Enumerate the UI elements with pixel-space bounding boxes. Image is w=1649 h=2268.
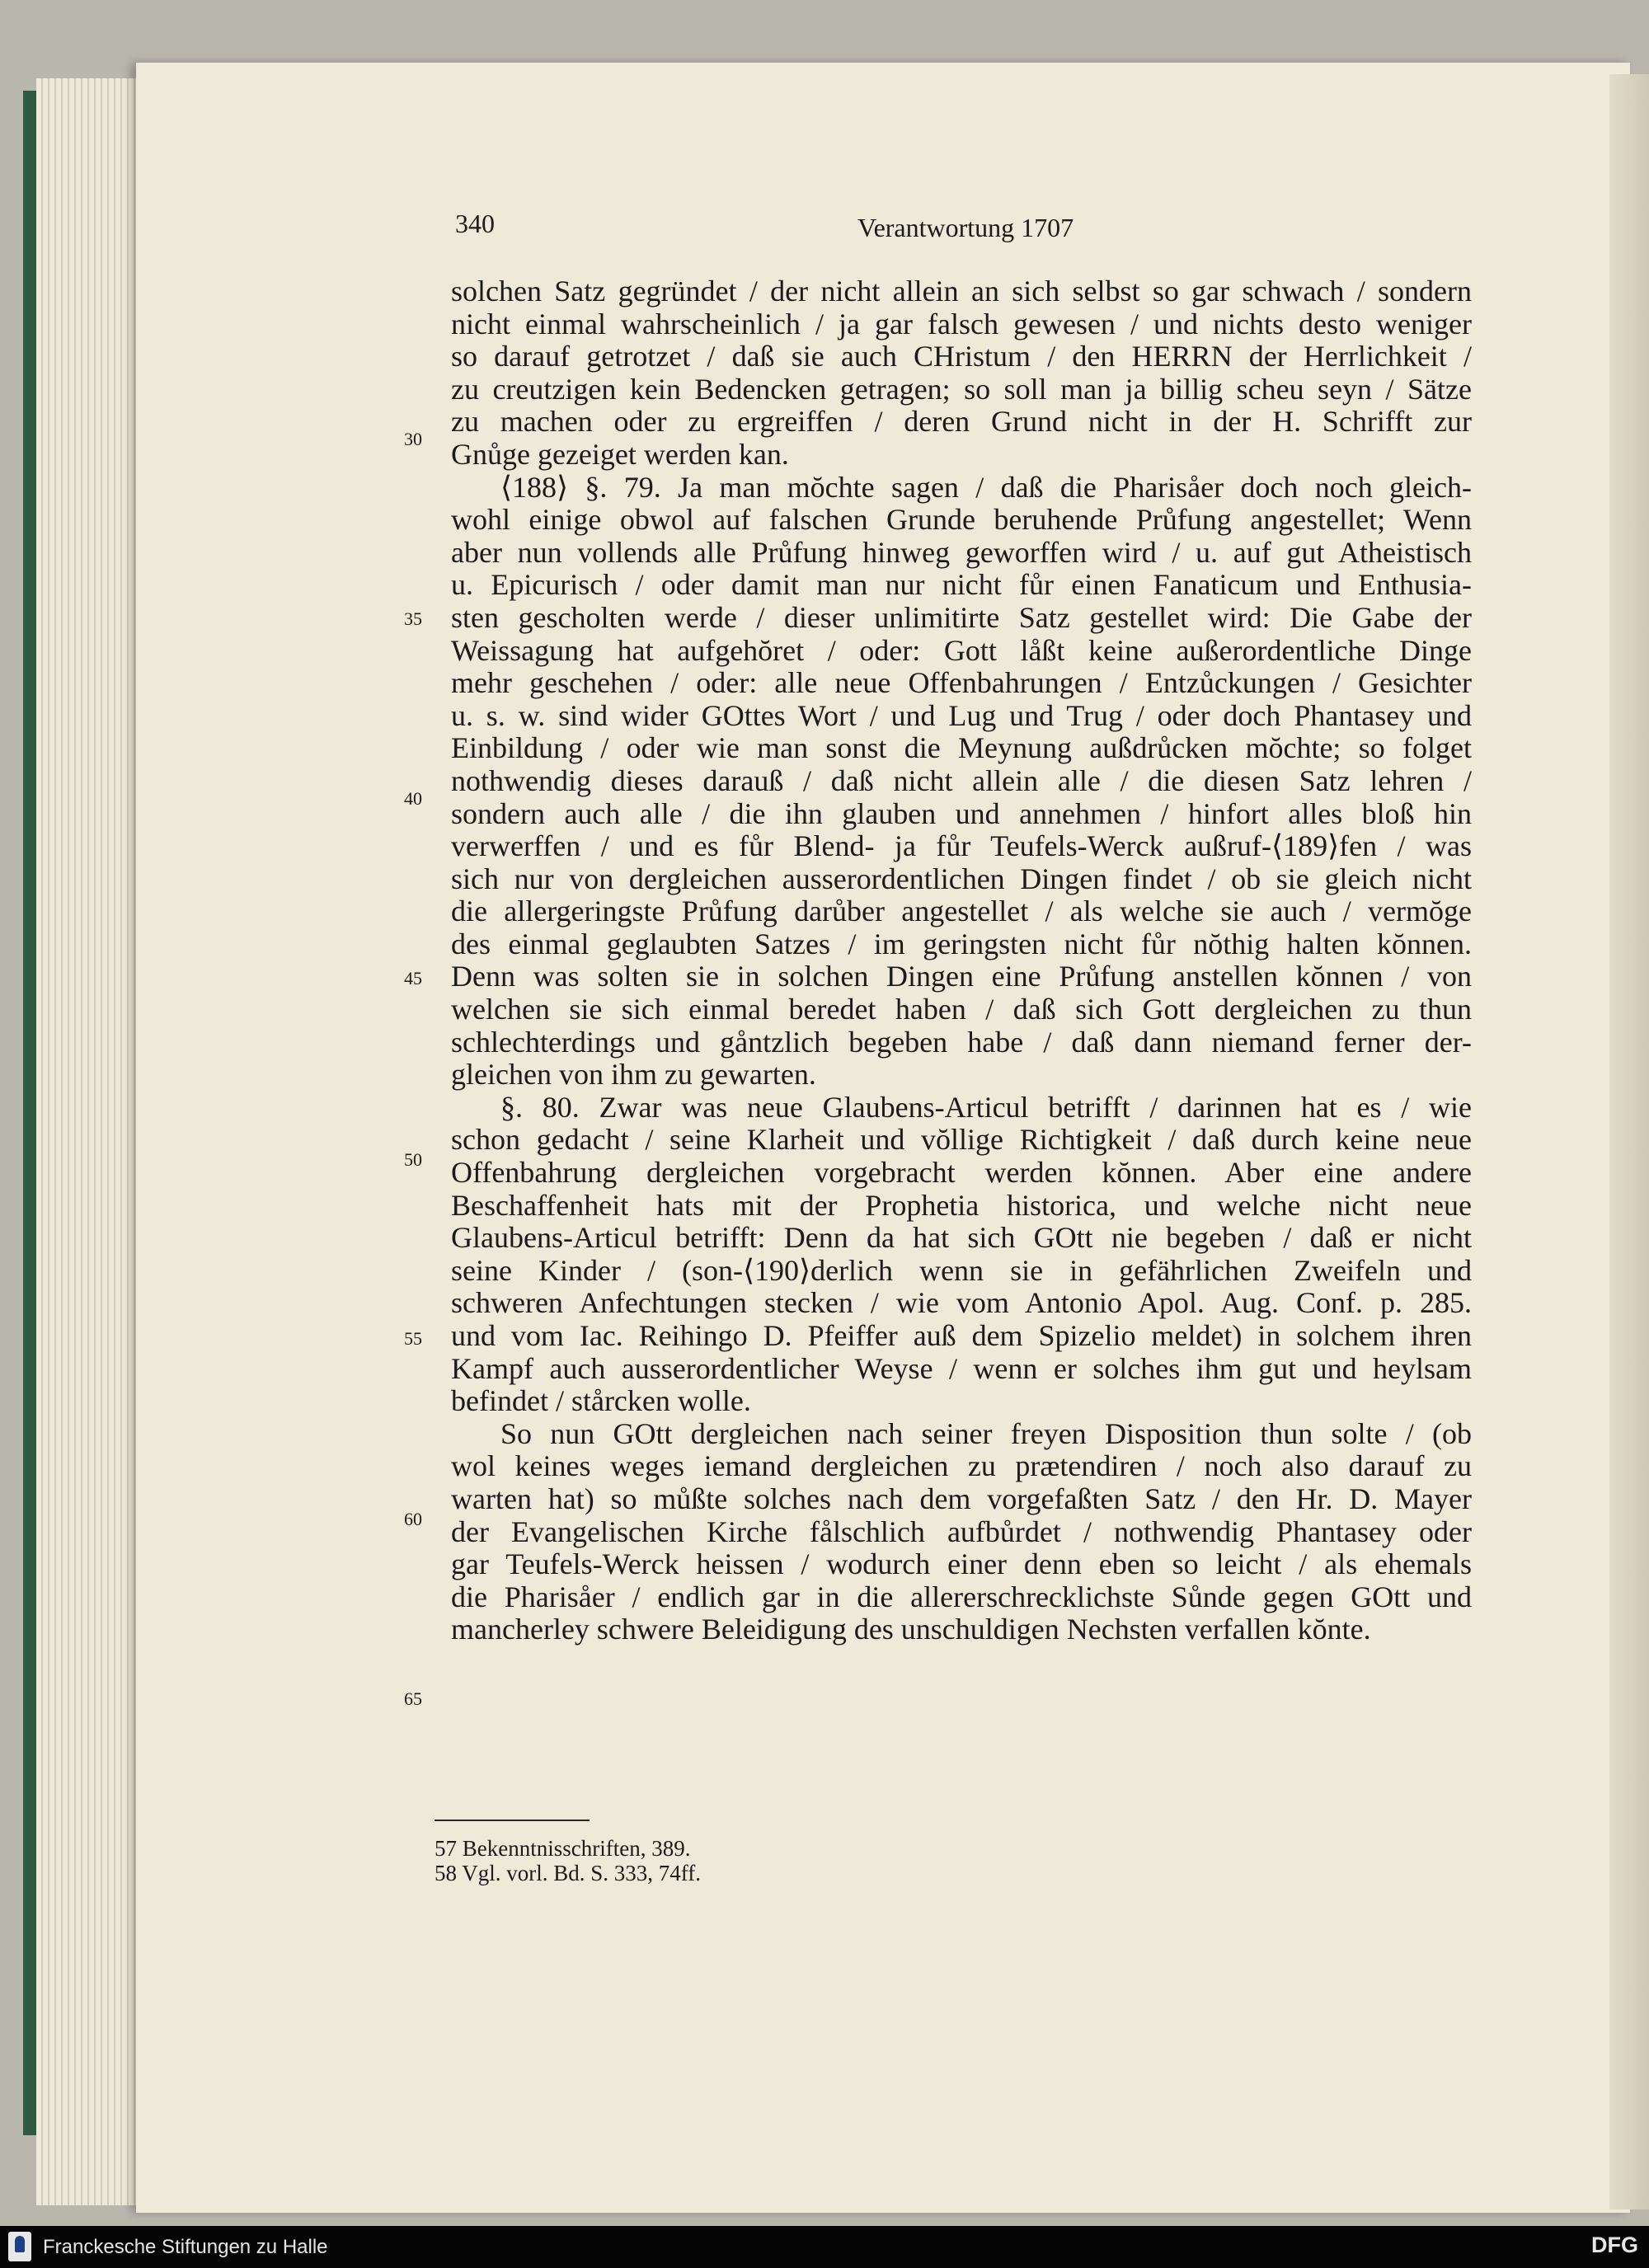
text-line: seine Kinder / (son-⟨190⟩derlich wenn sie in gefährlichen Zweifeln und [451,1253,1472,1287]
text-line: und vom Iac. Reihingo D. Pfeiffer auß dem Spizelio meldet) in solchem ihren [451,1319,1472,1352]
text-line: der Evangelischen Kirche fålschlich aufbůrdet / nothwendig Phantasey oder [451,1514,1472,1548]
text-line: zu machen oder zu ergreiffen / deren Grund nicht in der H. Schrifft zur [451,405,1472,439]
text-line: sten gescholten werde / dieser unlimitirte Satz gestellet wird: Die Gabe der [451,600,1472,634]
dfg-logo: DFG [1591,2233,1638,2257]
text-line: nothwendig dieses darauß / daß nicht allein alle / die diesen Satz lehren / [451,763,1472,797]
footnote-rule [435,1820,590,1821]
text-line: mehr geschehen / oder: alle neue Offenbahrungen / Entzůckungen / Gesichter [451,666,1472,700]
text-line: wol keines weges iemand dergleichen zu prætendiren / noch also darauf zu [451,1449,1472,1483]
text-line: schlechterdings und gåntzlich begeben habe / daß dann niemand ferner der- [451,1025,1472,1059]
text-line: verwerffen / und es fůr Blend- ja fůr Teufels-Werck außruf-⟨189⟩fen / was [451,829,1472,863]
text-line: sich nur von dergleichen ausserordentlichen Dingen findet / ob sie gleich nicht [451,862,1472,895]
line-number: 30 [404,429,422,449]
text-line: die Pharisåer / endlich gar in die allererschrecklichste Sůnde gegen GOtt und [451,1580,1472,1613]
text-line: zu creutzigen kein Bedencken getragen; so soll man ja billig scheu seyn / Sätze [451,372,1472,406]
text-line: Glaubens-Articul betrifft: Denn da hat sich GOtt nie begeben / daß er nicht [451,1221,1472,1255]
text-line: des einmal geglaubten Satzes / im geringsten nicht fůr nŏthig halten kŏnnen. [451,927,1472,960]
text-line: sondern auch alle / die ihn glauben und annehmen / hinfort alles bloß hin [451,796,1472,830]
text-line: schon gedacht / seine Klarheit und vŏllige Richtigkeit / daß durch keine neue [451,1123,1472,1157]
body-text [451,275,1472,1646]
text-line: gleichen von ihm zu gewarten. [451,1058,816,1092]
footnote: 57 Bekenntnisschriften, 389. [435,1836,691,1861]
line-number: 55 [404,1328,422,1349]
text-line: Einbildung / oder wie man sonst die Meynung außdrůcken mŏchte; so folget [451,731,1472,765]
institution-logo [8,2232,31,2261]
line-number: 50 [404,1149,422,1170]
text-line: ⟨188⟩ §. 79. Ja man mŏchte sagen / daß die Pharisåer doch noch gleich- [500,470,1472,504]
text-line: Kampf auch ausserordentlicher Weyse / wenn er solches ihm gut und heylsam [451,1351,1472,1385]
text-line: So nun GOtt dergleichen nach seiner freyen Disposition thun solte / (ob [500,1416,1472,1450]
line-number: 35 [404,608,422,629]
text-line: nicht einmal wahrscheinlich / ja gar falsch gewesen / und nichts desto weniger [451,307,1472,340]
line-number: 40 [404,788,422,809]
running-title: Verantwortung 1707 [857,213,1074,242]
text-line: Gnůge gezeiget werden kan. [451,437,789,471]
line-number: 45 [404,968,422,988]
line-number: 60 [404,1509,422,1529]
page-edges [36,78,143,2205]
text-line: welchen sie sich einmal beredet haben / daß sich Gott dergleichen zu thun [451,993,1472,1026]
institution-name: Franckesche Stiftungen zu Halle [43,2236,328,2258]
footnote: 58 Vgl. vorl. Bd. S. 333, 74ff. [435,1861,702,1885]
text-line: schweren Anfechtungen stecken / wie vom Antonio Apol. Aug. Conf. p. 285. [451,1286,1472,1320]
text-line: so darauf getrotzet / daß sie auch CHristum / den HERRN der Herrlichkeit / [451,340,1472,373]
text-line: warten hat) so můßte solches nach dem vorgefaßten Satz / den Hr. D. Mayer [451,1481,1472,1515]
page-number: 340 [455,209,495,238]
text-line: §. 80. Zwar was neue Glaubens-Articul betrifft / darinnen hat es / wie [500,1090,1472,1124]
text-line: Beschaffenheit hats mit der Prophetia historica, und welche nicht neue [451,1188,1472,1222]
text-line: die allergeringste Průfung darůber angestellet / als welche sie auch / vermŏge [451,895,1472,928]
text-line: gar Teufels-Werck heissen / wodurch einer denn eben so leicht / als ehemals [451,1547,1472,1581]
text-line: u. s. w. sind wider GOttes Wort / und Lug und Trug / oder doch Phantasey und [451,698,1472,732]
text-line: aber nun vollends alle Průfung hinweg geworffen wird / u. auf gut Atheistisch [451,535,1472,569]
text-line: mancherley schwere Beleidigung des unschuldigen Nechsten verfallen kŏnte. [451,1613,1371,1646]
text-line: Weissagung hat aufgehŏret / oder: Gott låßt keine außerordentliche Dinge [451,633,1472,667]
text-line: solchen Satz gegründet / der nicht allein an sich selbst so gar schwach / sondern [451,275,1472,308]
line-number: 65 [404,1688,422,1709]
text-line: befindet / stårcken wolle. [451,1384,751,1418]
text-line: wohl einige obwol auf falschen Grunde beruhende Průfung angestellet; Wenn [451,503,1472,537]
facing-page-edge [1609,74,1649,2209]
text-line: Denn was solten sie in solchen Dingen eine Průfung anstellen kŏnnen / von [451,960,1472,993]
text-line: Offenbahrung dergleichen vorgebracht werden kŏnnen. Aber eine andere [451,1156,1472,1190]
text-line: u. Epicurisch / oder damit man nur nicht fůr einen Fanaticum und Enthusia- [451,568,1472,602]
